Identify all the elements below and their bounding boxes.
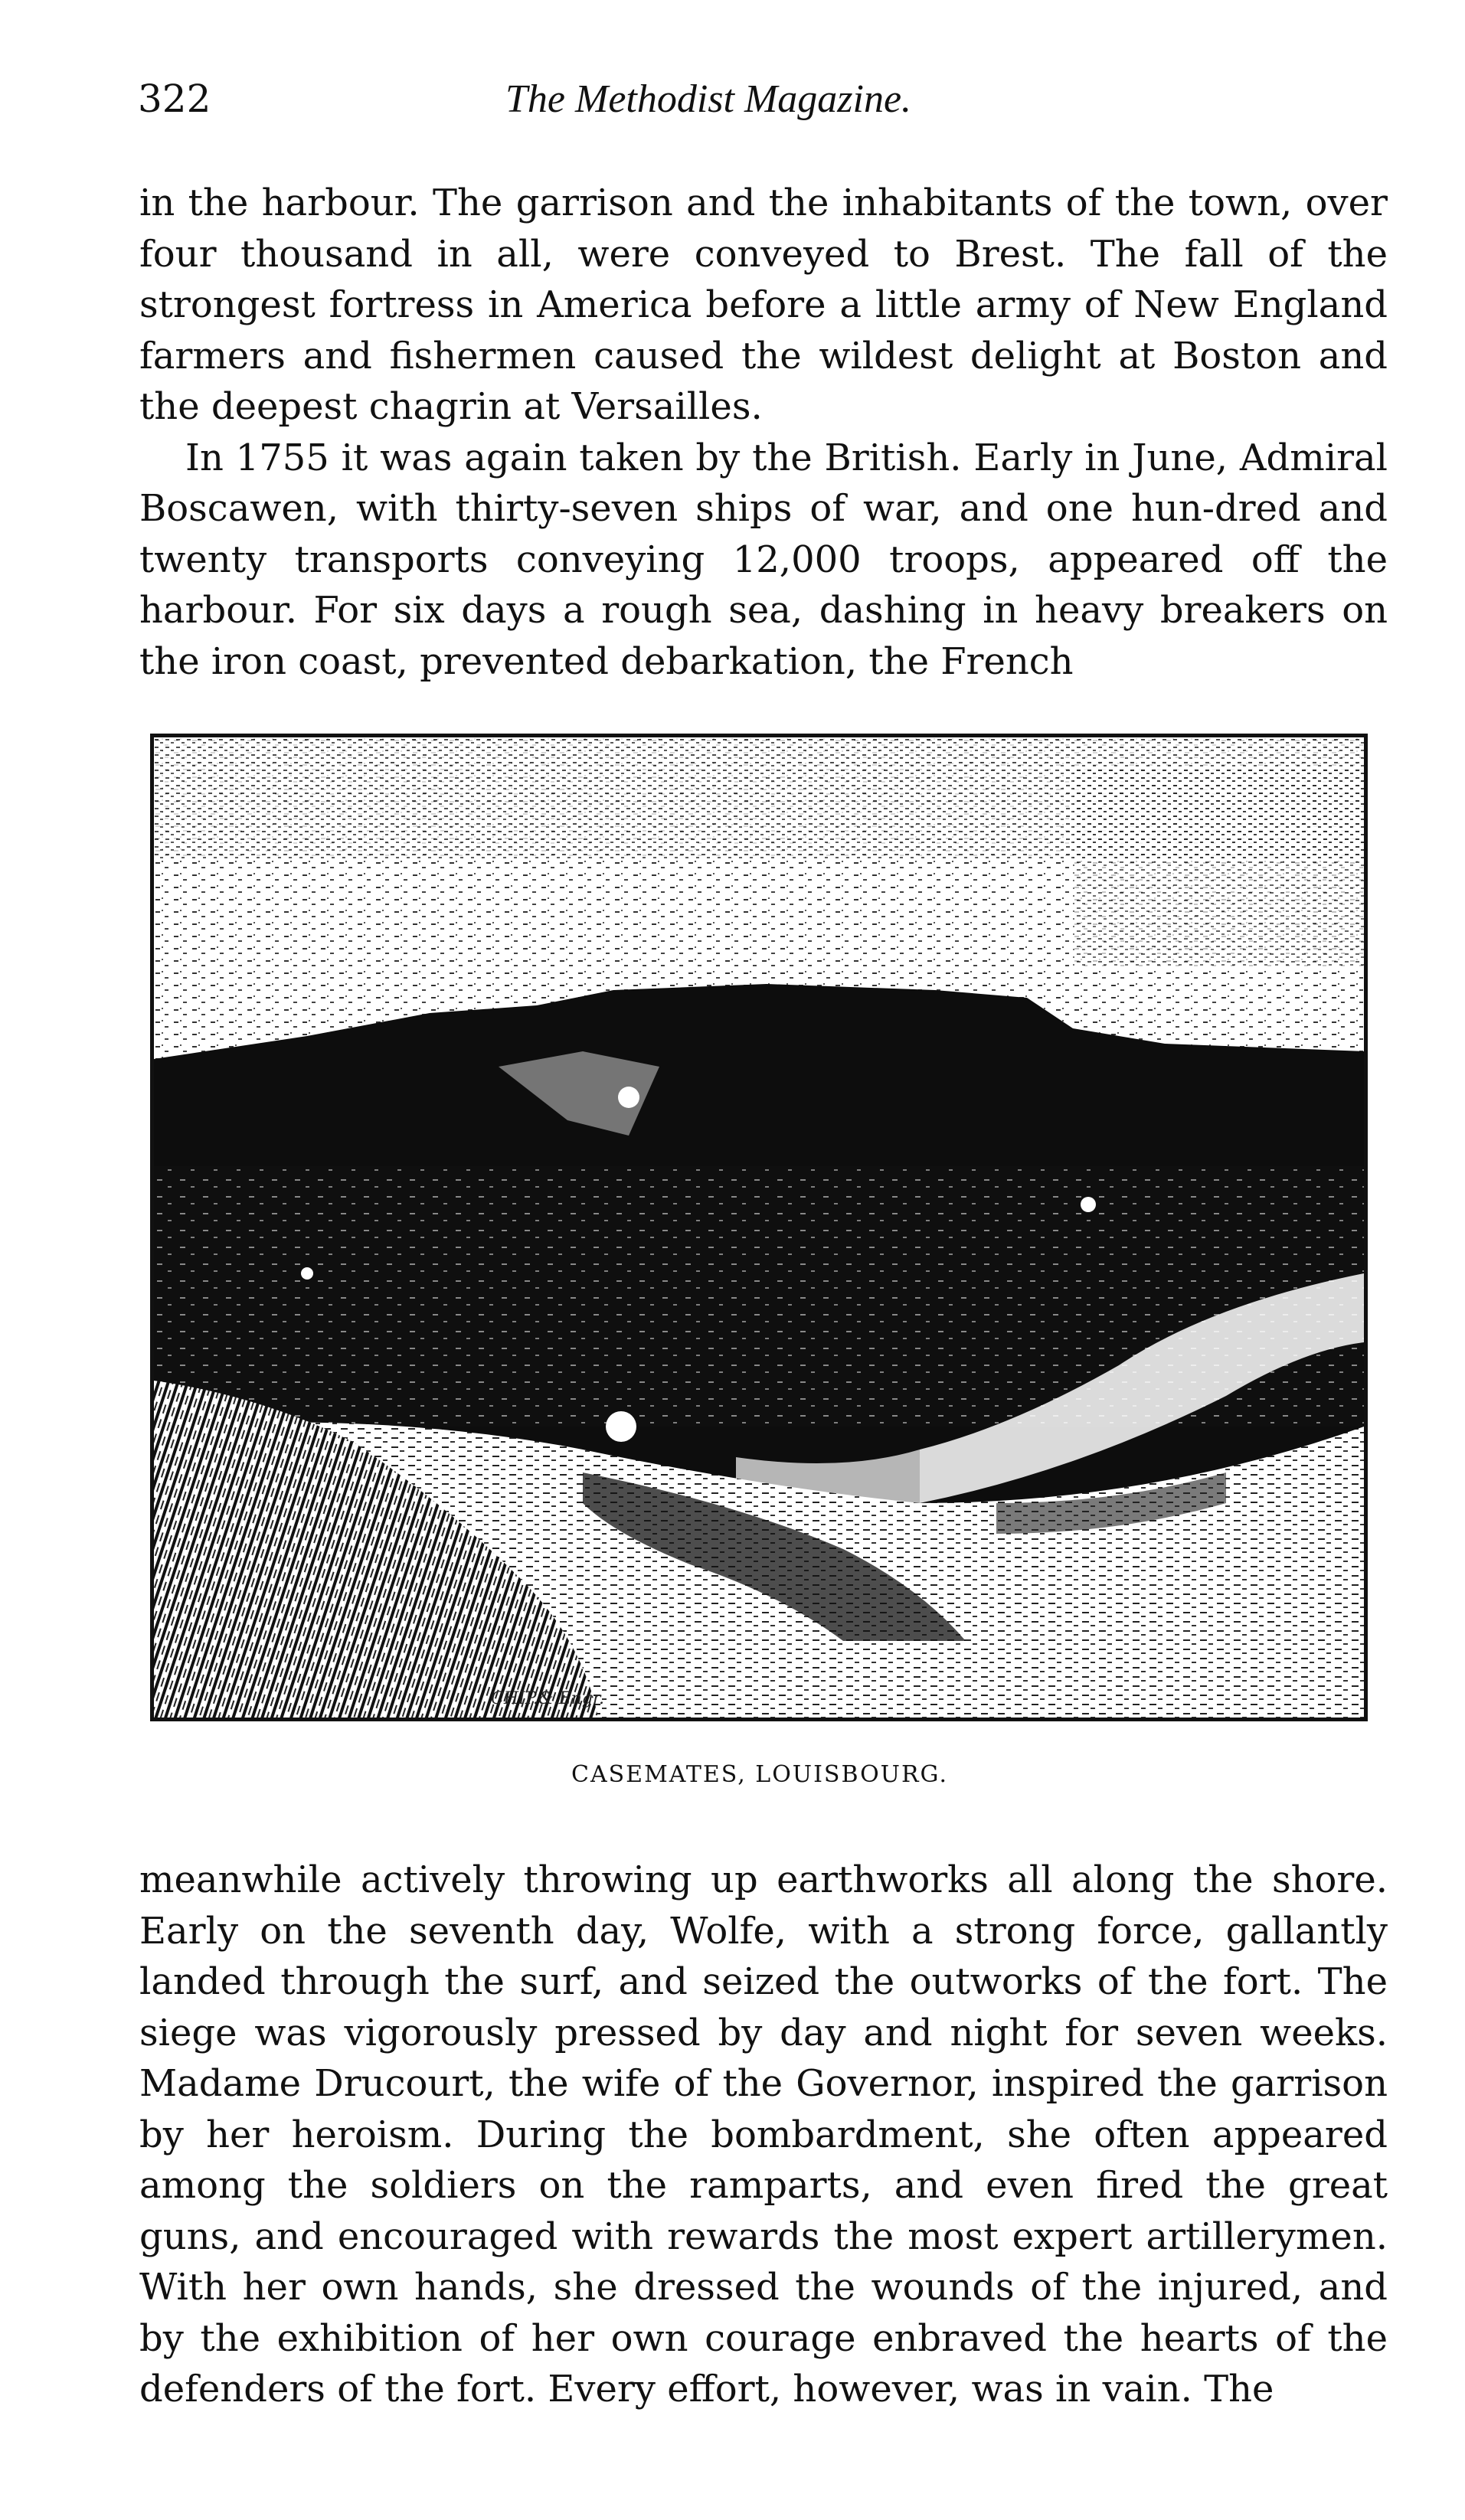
figure-caption: CASEMATES, LOUISBOURG. bbox=[571, 1761, 948, 1788]
text-block-bottom bbox=[139, 1855, 1388, 2415]
engraving-casemates bbox=[150, 734, 1368, 1721]
paragraph: In 1755 it was again taken by the British. Early in June, Admiral Boscawen, with thirty-seven ships of war, and one hun-dred and twenty transports conveying 12,000 troops, appeared off the harbour. For six days a rough sea, dashing in heavy breakers on the iron coast, prevented debarkation, the French bbox=[139, 436, 1388, 683]
page-number: 322 bbox=[138, 77, 211, 121]
paragraph: in the harbour. The garrison and the inhabitants of the town, over four thousand in all, were conveyed to Brest. The fall of the strongest fortress in America before a little army of New England farmers and fishermen caused the wildest delight at Boston and the deepest chagrin at Versailles. bbox=[139, 181, 1388, 428]
running-head bbox=[138, 77, 1378, 138]
paragraph: meanwhile actively throwing up earthworks all along the shore. Early on the seventh day, Wolfe, with a strong force, gallantly landed through the surf, and seized the outworks of the fort. The siege was vigorously pressed by day and night for seven weeks. Madame Drucourt, the wife of the Governor, inspired the garrison by her heroism. During the bombardment, she often appeared among the soldiers on the ramparts, and even fired the great guns, and encouraged with rewards the most expert artillerymen. With her own hands, she dressed the wounds of the injured, and by the exhibition of her own courage enbraved the hearts of the defenders of the fort. Every effort, however, was in vain. The bbox=[139, 1858, 1388, 2411]
engraver-signature: CHIP.&.Engr. bbox=[491, 1689, 605, 1708]
magazine-title: The Methodist Magazine. bbox=[505, 77, 912, 121]
engraving-illustration bbox=[154, 737, 1364, 1718]
text-block-top bbox=[139, 178, 1388, 687]
